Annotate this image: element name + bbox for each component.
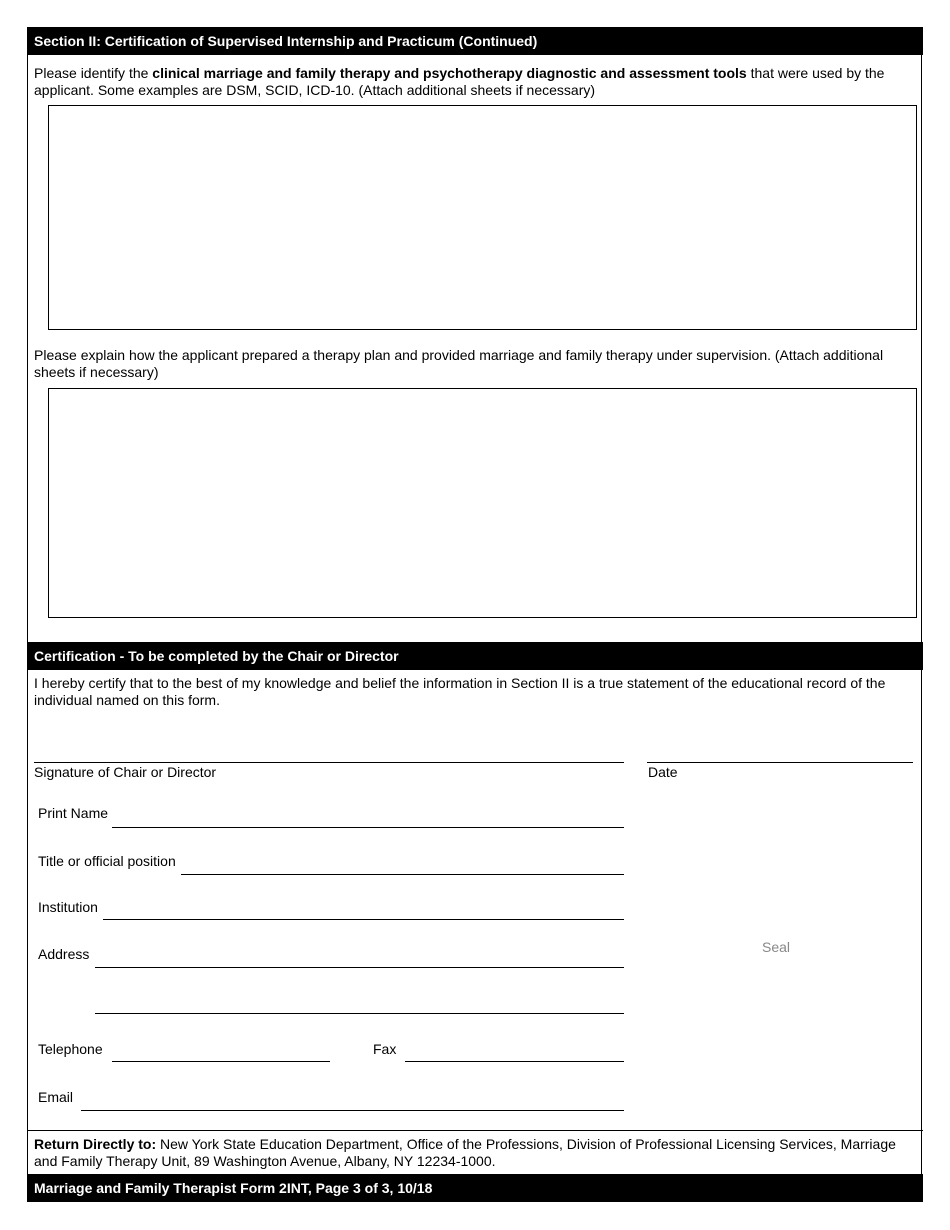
address-label: Address <box>38 946 90 962</box>
date-line[interactable] <box>647 762 913 763</box>
title-label: Title or official position <box>38 853 176 869</box>
fax-field[interactable] <box>405 1061 624 1062</box>
telephone-label: Telephone <box>38 1041 103 1057</box>
signature-line[interactable] <box>34 762 624 763</box>
email-label: Email <box>38 1089 74 1105</box>
signature-label: Signature of Chair or Director <box>34 764 217 780</box>
address-field-line-1[interactable] <box>95 967 624 968</box>
institution-label: Institution <box>38 899 98 915</box>
institution-field[interactable] <box>103 919 624 920</box>
print-name-field[interactable] <box>112 827 624 828</box>
return-address <box>34 1136 904 1170</box>
question-text-suffix: that were used by the applicant. Some examples are DSM, SCID, ICD-10. (Attach additional sheets if necessary) <box>34 65 885 98</box>
diagnostic-tools-question <box>34 65 904 99</box>
return-address-text: New York State Education Department, Office of the Professions, Division of Professional Licensing Services, Marriage and Family Therapy Unit, 89 Washington Avenue, Albany, NY 12234-1000. <box>34 1136 896 1169</box>
section-header: Section II: Certification of Supervised Internship and Practicum (Continued) <box>27 27 923 55</box>
therapy-plan-answer-box[interactable] <box>48 388 917 618</box>
telephone-field[interactable] <box>112 1061 330 1062</box>
date-label: Date <box>648 764 678 780</box>
question-text-bold: clinical marriage and family therapy and psychotherapy diagnostic and assessment tools <box>152 65 747 81</box>
question-text-prefix: Please identify the <box>34 65 153 81</box>
print-name-label: Print Name <box>38 805 109 821</box>
seal-label: Seal <box>762 939 791 955</box>
therapy-plan-question: Please explain how the applicant prepared a therapy plan and provided marriage and family therapy under supervision. (Attach additional sheets if necessary) <box>34 347 884 380</box>
address-field-line-2[interactable] <box>95 1013 624 1014</box>
certification-header: Certification - To be completed by the Chair or Director <box>27 642 923 670</box>
certification-statement: I hereby certify that to the best of my knowledge and belief the information in Section II is a true statement of the educational record of the individual named on this form. <box>34 675 886 708</box>
return-bold-label: Return Directly to: <box>34 1136 157 1152</box>
form-footer: Marriage and Family Therapist Form 2INT, Page 3 of 3, 10/18 <box>27 1174 923 1202</box>
diagnostic-tools-answer-box[interactable] <box>48 105 917 330</box>
fax-label: Fax <box>373 1041 397 1057</box>
title-field[interactable] <box>181 874 624 875</box>
email-field[interactable] <box>81 1110 624 1111</box>
return-divider <box>27 1130 923 1131</box>
